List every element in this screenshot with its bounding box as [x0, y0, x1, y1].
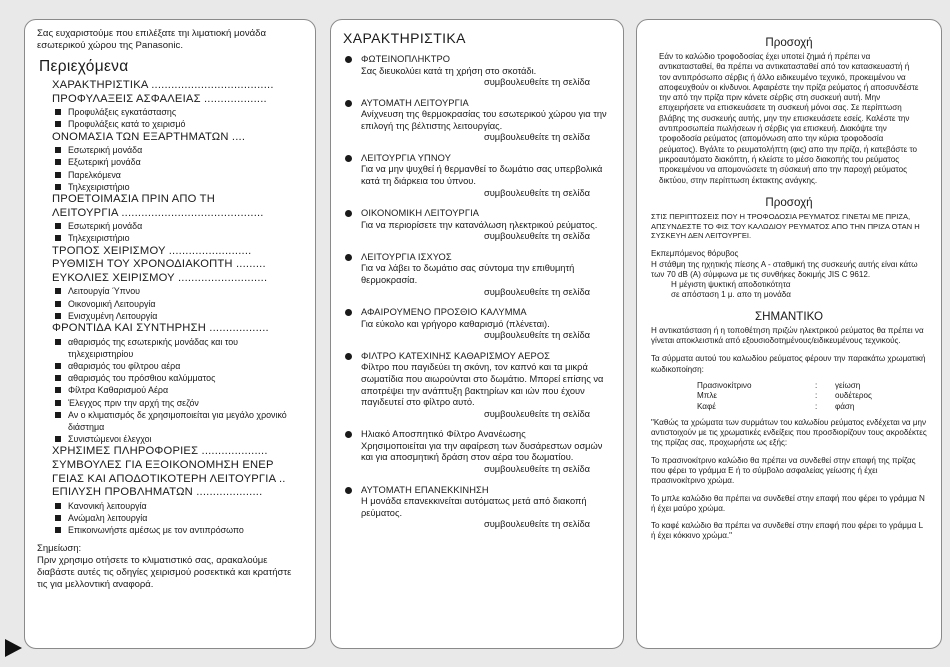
contents-panel [24, 19, 316, 649]
feature-page-ref: συμβουλευθείτε τη σελίδα [483, 231, 590, 242]
contents-heading: ΟΝΟΜΑΣΙΑ ΤΩΝ ΕΞΑΡΤΗΜΑΤΩΝ .... [52, 130, 246, 143]
contents-heading: ΧΑΡΑΚΤΗΡΙΣΤΙΚΑ ..................................... [52, 79, 274, 91]
contents-item-label: Τηλεχειριστήριο [68, 181, 130, 192]
contents-heading: ΕΥΚΟΛΙΕΣ ΧΕΙΡΙΣΜΟΥ ........................... [52, 271, 268, 284]
wire-code-text: Τα σύρματα αυτού του καλωδίου ρεύματος φέρουν την παρακάτω χρωματική κωδικοποίηση: [651, 354, 926, 374]
wire-color-sep: : [815, 391, 818, 401]
wire-color-role: ουδέτερος [835, 391, 872, 401]
wire-color-row [697, 381, 931, 391]
round-bullet-icon [345, 210, 352, 217]
feature-title: ΦΩΤΕΙΝΟΠΛΗΚΤΡΟ [361, 54, 451, 64]
feature-title: ΑΥΤΟΜΑΤΗ ΛΕΙΤΟΥΡΓΙΑ [361, 97, 469, 108]
feature-title: ΑΦΑΙΡΟΥΜΕΝΟ ΠΡΟΣΘΙΟ ΚΑΛΥΜΜΑ [361, 307, 527, 318]
caution-text: Εάν το καλώδιο τροφοδοσίας έχει υποτεί ζημιά ή πρέπει να αντικατασταθεί, θα πρέπει να αντικατασταθεί από τον κατασκευαστή ή τον αντιπρόσωπο σέρβις ή άλλο ειδικευμένο τεχνικό, προκειμένου να αποφευχθούν οι κίνδυνοι. Αφαιρέστε την πρίζα ρεύματος ή αποσυνδέστε την από την πρίζα πριν κάνετε σέρβις στη συσκευή αυτή. Μην επιχειρήσετε να επισκευάσετε τη συσκευή μόνοι σας. Σε περίπτωση βλάβης της συσκευής αυτής, μην την επισκευάσετε εσείς. Καλέστε την αντιπροσωπεία πωλήσεων ή σέρβις για επισκευή. Διακόψτε την τροφοδοσία ρεύματος (απομόνωση απο την κύρια τροφοδοσία ρεύματος). Βγάλτε το ρευματολήπτη (φις) απο την πρίζα, ή κατεβάστε το μικροαυτόματο διακόπτη, ή κλείστε το μέσο διακοπής του ρεύματος προκειμένου να απομονώσετε τη σύσκευή απο την παροχή ρεύματος δικτύου, στην περίπτωση έκτακτης ανάγκης. [659, 52, 919, 185]
feature-description: Για εύκολο και γρήγορο καθαρισμό (πλένεται). [361, 318, 550, 329]
feature-title: ΛΕΙΤΟΥΡΓΙΑ ΥΠΝΟΥ [361, 152, 452, 163]
contents-item-label: Αν ο κλιματισμός δε χρησιμοποιείται για μεγάλο χρονικό διάστημα [68, 409, 287, 432]
contents-heading: ΕΠΙΛΥΣΗ ΠΡΟΒΛΗΜΑΤΩΝ .................... [52, 486, 263, 499]
contents-heading: ΠΡΟΦΥΛΑΞΕΙΣ ΑΣΦΑΛΕΙΑΣ ................... [52, 92, 267, 105]
feature-page-ref: συμβουλευθείτε τη σελίδα [483, 187, 590, 198]
contents-item [55, 360, 303, 372]
blue-wire-text: Το μπλε καλώδιο θα πρέπει να συνδεθεί στην επαφή που φέρει το γράμμα N ή έχει μαύρο χρώμα. [651, 493, 925, 513]
contents-item [55, 409, 303, 433]
features-title: ΧΑΡΑΚΤΗΡΙΣΤΙΚΑ [343, 30, 466, 46]
contents-item [55, 118, 303, 130]
square-bullet-icon [55, 515, 61, 521]
wire-color-role: φάση [835, 401, 855, 411]
feature-page-ref: συμβουλευθείτε τη σελίδα [483, 330, 590, 341]
contents-item-label: Κανονική λειτουργία [68, 500, 147, 511]
contents-item [55, 433, 303, 445]
square-bullet-icon [55, 184, 61, 190]
feature-description: Η μονάδα επανεκκινείται αυτόματως μετά από διακοπή ρεύματος. [361, 496, 587, 518]
wire-color-row [697, 402, 931, 412]
feature-page-ref: συμβουλευθείτε τη σελίδα [483, 132, 590, 143]
noise-text: Η στάθμη της ηχητικής πίεσης Α - σταθμική της συσκευής αυτής είναι κάτω των 70 dB (A) σύμφωνα με τις συνθήκες δοκιμής JIS C 9612. [651, 259, 918, 279]
contents-heading: ΡΥΘΜΙΣΗ ΤΟΥ ΧΡΟΝΟΔΙΑΚΟΠΤΗ ......... [52, 258, 266, 271]
feature-title: ΟΙΚΟΝΟΜΙΚΗ ΛΕΙΤΟΥΡΓΙΑ [361, 208, 480, 219]
contents-heading: ΤΡΟΠΟΣ ΧΕΙΡΙΣΜΟΥ ......................... [52, 244, 252, 257]
wire-color-sep: : [815, 380, 818, 390]
contents-item [55, 310, 303, 322]
round-bullet-icon [345, 431, 352, 438]
wire-color-table [697, 381, 931, 412]
feature-description: Για να λάβει το δωμάτιο σας σύντομα την επιθυμητή θερμοκρασία. [361, 263, 575, 286]
contents-item-label: αθαρισμός της εσωτερικής μονάδας και του τηλεχειριστηρίου [68, 336, 239, 359]
round-bullet-icon [345, 309, 352, 316]
feature-description: Χρησιμοποιείται για την αφαίρεση των δυσάρεστων οσμών και για αποσμητική δράση στον αέρα του δωματίου. [361, 440, 603, 463]
feature-title: ΛΕΙΤΟΥΡΓΙΑ ΙΣΧΥΟΣ [361, 251, 452, 262]
contents-item [55, 372, 303, 384]
feature-page-ref: συμβουλευθείτε τη σελίδα [483, 408, 590, 419]
square-bullet-icon [55, 339, 61, 345]
contents-heading: ΦΡΟΝΤΙΔΑ ΚΑΙ ΣΥΝΤΗΡΗΣΗ .................. [52, 321, 269, 334]
contents-item-label: Λειτουργία Ύπνου [68, 286, 141, 297]
noise-note-2: σε απόσταση 1 μ. απο τη μονάδα [671, 290, 791, 300]
square-bullet-icon [55, 412, 61, 418]
important-text: Η αντικατάσταση ή η τοποθέτηση πριζών ηλεκτρικού ρεύματος θα πρέπει να γίνεται αποκλειστικά από εξουσιοδοτημένους/ειδικευμένους τεχνικούς. [651, 325, 924, 346]
feature-page-ref: συμβουλευθείτε τη σελίδα [483, 519, 590, 530]
caution-title-2: Προσοχή [765, 195, 813, 209]
contents-item-label: Ανώμαλη λειτουργία [68, 512, 148, 523]
square-bullet-icon [55, 301, 61, 307]
feature-item [342, 307, 612, 342]
contents-item-label: αθαρισμός του πρόσθιου καλύμματος [68, 373, 216, 384]
note-title: Σημείωση: [37, 543, 82, 555]
wire-color-row [697, 391, 931, 401]
brown-wire-text: Το καφέ καλώδιο θα πρέπει να συνδεθεί στην επαφή που φέρει το γράμμα L ή έχει κόκκινο χρώμα." [651, 521, 923, 541]
contents-item-label: Προφυλάξεις κατά το χειρισμό [68, 119, 186, 130]
contents-item [55, 336, 303, 360]
feature-item [342, 54, 612, 89]
round-bullet-icon [345, 254, 352, 261]
round-bullet-icon [345, 487, 352, 494]
square-bullet-icon [55, 363, 61, 369]
note [37, 543, 303, 590]
contents-item [55, 285, 303, 297]
round-bullet-icon [345, 100, 352, 107]
contents-item [55, 298, 303, 310]
round-bullet-icon [345, 353, 352, 360]
square-bullet-icon [55, 223, 61, 229]
square-bullet-icon [55, 288, 61, 294]
contents-heading: ΠΡΟΕΤΟΙΜΑΣΙΑ ΠΡΙΝ ΑΠΟ ΤΗ ΛΕΙΤΟΥΡΓΙΑ ........................................... [52, 193, 264, 219]
noise-note-1: Η μέγιστη ψυκτική αποδοτικότητα [671, 280, 791, 290]
wire-color-name: Πρασινοκίτρινο [697, 380, 752, 390]
contents-item [55, 384, 303, 396]
feature-item [342, 351, 612, 420]
feature-title: ΦΙΛΤΡΟ ΚΑΤΕΧΙΝΗΣ ΚΑΘΑΡΙΣΜΟΥ ΑΕΡΟΣ [361, 350, 551, 361]
contents-item [55, 232, 303, 244]
contents-item-label: Εσωτερική μονάδα [68, 221, 143, 232]
wire-color-name: Καφέ [697, 401, 716, 411]
feature-item [342, 485, 612, 531]
contents-item-label: Οικονομική Λειτουργία [68, 298, 156, 309]
square-bullet-icon [55, 375, 61, 381]
contents-item [55, 500, 303, 512]
contents-item [55, 169, 303, 181]
intro-text: Σας ευχαριστούμε που επιλέξατε τηι λιματιoκή μονάδα εσωτερικού χώρου της Panasonic. [37, 28, 267, 51]
wire-color-name: Μπλε [697, 391, 717, 401]
contents-item [55, 144, 303, 156]
square-bullet-icon [55, 159, 61, 165]
contents-item [55, 512, 303, 524]
contents-item-label: Επικοινωνήστε αμέσως με τον αντιπρόσωπο [68, 525, 244, 536]
square-bullet-icon [55, 436, 61, 442]
contents-item-label: Παρελκόμενα [68, 169, 121, 180]
feature-title: Ηλιακό Αποσπητικό Φίλτρο Ανανέωσης [361, 429, 526, 440]
next-page-arrow-icon[interactable] [5, 639, 22, 657]
contents-item-label: Εξωτερική μονάδα [68, 157, 141, 168]
feature-page-ref: συμβουλευθείτε τη σελίδα [483, 464, 590, 475]
noise-title: Εκπεμπόμενος θόρυβος [651, 249, 739, 259]
feature-description: Για να μην ψυχθεί ή θερμανθεί το δωμάτιο σας υπερβολικά κατά τη διάρκεια του ύπνου. [361, 164, 603, 187]
square-bullet-icon [55, 121, 61, 127]
square-bullet-icon [55, 400, 61, 406]
feature-description: Σας διευκολύει κατά τη χρήση στο σκοτάδι. [361, 65, 537, 76]
square-bullet-icon [55, 313, 61, 319]
square-bullet-icon [55, 109, 61, 115]
important-title: ΣΗΜΑΝΤΙΚΟ [755, 309, 823, 323]
caution-caps-text: ΣΤΙΣ ΠΕΡΙΠΤΩΣΕΙΣ ΠΟΥ Η ΤΡΟΦΟΔΟΣΙΑ ΡΕΥΜΑΤΟΣ ΓΙΝΕΤΑΙ ΜΕ ΠΡΙΖΑ, ΑΠΣΥΝΔΕΣΤΕ ΤΟ ΦΙΣ ΤΟΥ ΚΑΛΩΔΙΟΥ ΡΕΥΜΑΤΟΣ ΑΠΟ ΤΗΝ ΠΡΙΖΑ ΟΤΑΝ Η ΣΥΣΚΕΥΗ ΔΕΝ ΛΕΙΤΟΥΡΓΕΙ. [651, 211, 920, 241]
caution-panel [636, 19, 942, 649]
feature-item [342, 208, 612, 243]
caution-title: Προσοχή [765, 36, 813, 49]
contents-list [37, 79, 303, 536]
feature-item [342, 429, 612, 475]
contents-item-label: Τηλεχειριστήριο [68, 233, 130, 244]
wire-color-role: γείωση [835, 380, 861, 390]
note-text: Πριν χρησιμο οτήσετε το κλιματιστικό σας, αρακαλούμε διαβάστε αυτές τις οδηγίες χειρισμού ροσεκτικά και κρατήστε τις για μελλοντική αναφορά. [37, 555, 292, 590]
round-bullet-icon [345, 155, 352, 162]
contents-item [55, 524, 303, 536]
contents-item [55, 220, 303, 232]
feature-page-ref: συμβουλευθείτε τη σελίδα [483, 77, 590, 88]
square-bullet-icon [55, 147, 61, 153]
contents-heading: ΧΡΗΣΙΜΕΣ ΠΛΗΡΟΦΟΡΙΕΣ .................... [52, 445, 268, 458]
contents-heading: ΣΥΜΒΟΥΛΕΣ ΓΙΑ ΕΞΟΙΚΟΝΟΜΗΣΗ ΕΝΕΡ ΓΕΙΑΣ ΚΑΙ ΑΠΟΔΟΤΙΚΟΤΕΡΗ ΛΕΙΤΟΥΡΓΙΑ .. [52, 459, 286, 485]
contents-item [55, 397, 303, 409]
contents-item [55, 156, 303, 168]
contents-item-label: Φίλτρα Καθαρισμού Αέρα [68, 385, 169, 396]
wire-note-text: "Καθώς τα χρώματα των συρμάτων του καλωδίου ρεύματος ενδέχεται να μην αντιστοιχούν με τις χρωματικές ενδείξεις που προσδιορίζουν τους ακροδέκτες της πρίζας σας, προχωρήστε ως εξής: [651, 417, 927, 448]
feature-item [342, 98, 612, 144]
round-bullet-icon [345, 56, 352, 63]
feature-description: Για να περιορίσετε την κατανάλωση ηλεκτρικού ρεύματος. [361, 219, 598, 230]
green-yellow-text: Το πρασινοκίτρινο καλώδιο θα πρέπει να συνδεθεί στην επαφή της πρίζας που φέρει το γράμμα E ή το σύμβολο ασφαλείας γείωσης ή έχει πρασινοκίτρινο χρώμα. [651, 455, 916, 486]
contents-title: Περιεχόμενα [39, 58, 129, 75]
contents-item [55, 106, 303, 118]
feature-title: ΑΥΤΟΜΑΤΗ ΕΠΑΝΕΚΚΙΝΗΣΗ [361, 484, 489, 495]
feature-description: Φίλτρο που παγιδεύει τη σκόνη, τον καπνό και τα μικρά σωματίδια που αιωρούνται στο δωμάτιο. Μπορεί επίσης να αποτρέψει την ανάπτυξη βακτηρίων και ιών που έχουν παγιδευτεί στο φίλτρο αυτό. [361, 362, 604, 408]
square-bullet-icon [55, 503, 61, 509]
contents-item-label: Προφυλάξεις εγκατάστασης [68, 107, 177, 118]
feature-item [342, 153, 612, 199]
contents-item-label: Έλεγχος πριν την αρχή της σεζόν [68, 397, 199, 408]
features-panel [330, 19, 624, 649]
contents-item-label: Ενισχυμένη Λειτουργία [68, 310, 158, 321]
square-bullet-icon [55, 527, 61, 533]
feature-item [342, 252, 612, 298]
contents-item-label: Εσωτερική μονάδα [68, 145, 143, 156]
feature-description: Ανίχνευση της θερμοκρασίας του εσωτερικού χώρου για την επιλογή της βέλτιστης λειτουργίας. [361, 109, 607, 131]
features-list [342, 54, 612, 531]
contents-item-label: Συνιστώμενοι έλεγχοι [68, 434, 152, 445]
square-bullet-icon [55, 387, 61, 393]
square-bullet-icon [55, 235, 61, 241]
wire-color-sep: : [815, 401, 818, 411]
feature-page-ref: συμβουλευθείτε τη σελίδα [483, 286, 590, 297]
contents-item [55, 181, 303, 193]
square-bullet-icon [55, 172, 61, 178]
contents-item-label: αθαρισμός του φίλτρου αέρα [68, 360, 181, 371]
